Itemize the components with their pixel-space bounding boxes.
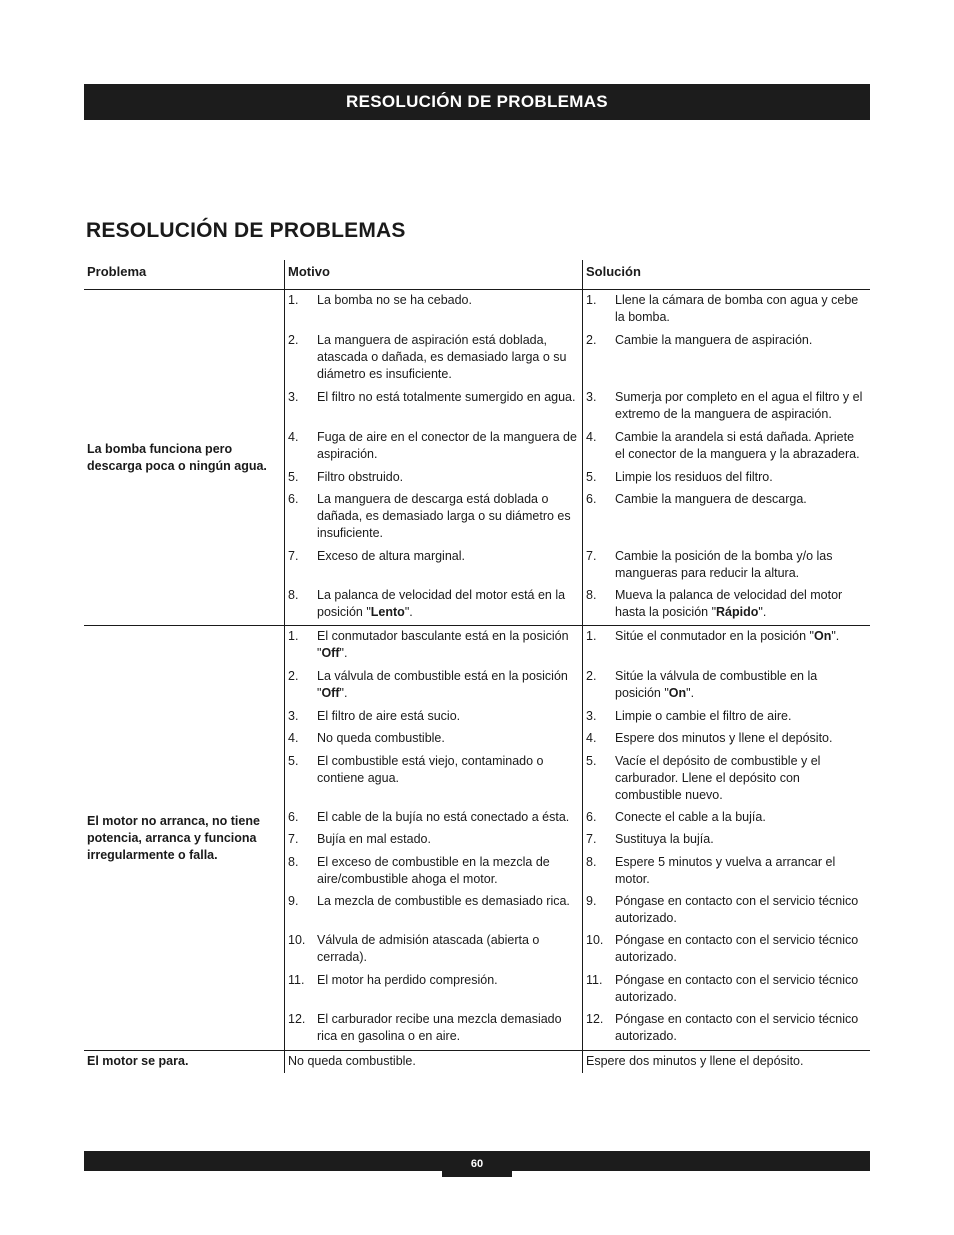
problem-cell xyxy=(84,1051,284,1073)
solucion-item xyxy=(586,1051,866,1073)
solucion-item xyxy=(586,666,866,706)
item-number: 4. xyxy=(586,731,597,745)
solucion-item xyxy=(586,891,866,930)
solucion-item xyxy=(586,585,866,625)
section-header-title: RESOLUCIÓN DE PROBLEMAS xyxy=(346,92,608,111)
item-text: Póngase en contacto con el servicio técnico autorizado. xyxy=(615,933,859,964)
item-number: 6. xyxy=(586,492,597,506)
item-text: Cambie la posición de la bomba y/o las mangueras para reducir la altura. xyxy=(615,549,833,580)
item-number: 12. xyxy=(288,1012,306,1026)
item-text: La palanca de velocidad del motor está en la posición "Lento". xyxy=(317,588,566,619)
problem-text: El motor se para. xyxy=(87,1054,189,1068)
item-text: Mueva la palanca de velocidad del motor hasta la posición "Rápido". xyxy=(615,588,843,619)
item-text: Cambie la arandela si está dañada. Apriete el conector de la manguera y la abrazadera. xyxy=(615,430,860,461)
solucion-cell xyxy=(582,290,870,625)
solucion-item xyxy=(586,546,866,585)
item-text: Espere dos minutos y llene el depósito. xyxy=(586,1054,804,1068)
motivo-item xyxy=(288,387,582,427)
item-number: 7. xyxy=(288,549,299,563)
table-row-group xyxy=(84,1051,870,1073)
item-number: 1. xyxy=(288,629,299,643)
motivo-item xyxy=(288,807,582,829)
item-number: 11. xyxy=(288,973,305,987)
item-text: El filtro de aire está sucio. xyxy=(317,709,461,723)
item-text: Espere 5 minutos y vuelva a arrancar el motor. xyxy=(615,855,836,886)
table-row-group xyxy=(84,626,870,1051)
item-text: Conecte el cable a la bujía. xyxy=(615,810,766,824)
item-number: 5. xyxy=(288,754,299,768)
item-number: 8. xyxy=(288,588,299,602)
problem-cell xyxy=(84,626,284,1050)
item-text: La mezcla de combustible es demasiado rica. xyxy=(317,894,570,908)
item-text: El cable de la bujía no está conectado a ésta. xyxy=(317,810,570,824)
motivo-cell xyxy=(284,290,582,625)
section-header-bar xyxy=(84,84,870,120)
item-text: Sitúe el conmutador en la posición "On". xyxy=(615,629,840,643)
item-number: 8. xyxy=(586,588,597,602)
item-number: 10. xyxy=(288,933,306,947)
motivo-item xyxy=(288,427,582,467)
motivo-item xyxy=(288,970,582,1009)
solucion-item xyxy=(586,626,866,666)
item-number: 3. xyxy=(288,390,299,404)
item-text: El conmutador basculante está en la posición "Off". xyxy=(317,629,569,660)
item-text: Sumerja por completo en el agua el filtro y el extremo de la manguera de aspiración. xyxy=(615,390,863,421)
solucion-item xyxy=(586,930,866,970)
item-number: 8. xyxy=(586,855,597,869)
item-text: El combustible está viejo, contaminado o contiene agua. xyxy=(317,754,544,785)
troubleshooting-table xyxy=(84,260,870,1073)
item-number: 1. xyxy=(586,629,597,643)
item-number: 3. xyxy=(586,390,597,404)
motivo-item xyxy=(288,706,582,728)
item-text: Filtro obstruido. xyxy=(317,470,404,484)
table-body xyxy=(84,290,870,1073)
item-number: 9. xyxy=(586,894,597,908)
solucion-cell xyxy=(582,1051,870,1073)
item-number: 11. xyxy=(586,973,603,987)
item-text: No queda combustible. xyxy=(288,1054,416,1068)
solucion-cell xyxy=(582,626,870,1050)
column-header-motivo: Motivo xyxy=(284,260,582,289)
item-text: La bomba no se ha cebado. xyxy=(317,293,472,307)
motivo-item xyxy=(288,891,582,930)
item-number: 8. xyxy=(288,855,299,869)
column-header-solucion: Solución xyxy=(582,260,868,289)
solucion-item xyxy=(586,1009,866,1050)
solucion-item xyxy=(586,706,866,728)
motivo-item xyxy=(288,585,582,625)
item-number: 12. xyxy=(586,1012,604,1026)
column-header-problem: Problema xyxy=(87,264,147,279)
item-text: Sitúe la válvula de combustible en la posición "On". xyxy=(615,669,818,700)
item-number: 2. xyxy=(288,333,299,347)
motivo-item xyxy=(288,546,582,585)
item-text: Póngase en contacto con el servicio técnico autorizado. xyxy=(615,894,859,925)
item-number: 2. xyxy=(586,333,597,347)
motivo-item xyxy=(288,666,582,706)
item-number: 6. xyxy=(288,492,299,506)
motivo-item xyxy=(288,1009,582,1050)
item-number: 3. xyxy=(586,709,597,723)
solucion-item xyxy=(586,330,866,387)
page-number: 60 xyxy=(470,1158,484,1170)
solucion-item xyxy=(586,427,866,467)
solucion-item xyxy=(586,290,866,330)
item-text: El filtro no está totalmente sumergido en agua. xyxy=(317,390,576,404)
item-text: Cambie la manguera de descarga. xyxy=(615,492,807,506)
item-number: 5. xyxy=(586,470,597,484)
item-text: La manguera de aspiración está doblada, atascada o dañada, es demasiado larga o su diámetro es insuficiente. xyxy=(317,333,567,381)
motivo-item xyxy=(288,626,582,666)
motivo-item xyxy=(288,930,582,970)
item-number: 10. xyxy=(586,933,604,947)
item-text: Exceso de altura marginal. xyxy=(317,549,465,563)
motivo-item xyxy=(288,489,582,546)
motivo-item xyxy=(288,852,582,891)
item-text: Póngase en contacto con el servicio técnico autorizado. xyxy=(615,973,859,1004)
item-text: Sustituya la bujía. xyxy=(615,832,714,846)
item-text: Bujía en mal estado. xyxy=(317,832,431,846)
item-text: Fuga de aire en el conector de la manguera de aspiración. xyxy=(317,430,577,461)
item-number: 7. xyxy=(586,549,597,563)
solucion-item xyxy=(586,489,866,546)
problem-cell xyxy=(84,290,284,625)
solucion-item xyxy=(586,387,866,427)
item-number: 4. xyxy=(586,430,597,444)
page-title: RESOLUCIÓN DE PROBLEMAS xyxy=(86,219,406,242)
motivo-item xyxy=(288,728,582,751)
page-number-tab xyxy=(442,1151,512,1177)
item-number: 4. xyxy=(288,430,299,444)
motivo-cell xyxy=(284,626,582,1050)
item-number: 2. xyxy=(586,669,597,683)
item-number: 9. xyxy=(288,894,299,908)
motivo-item xyxy=(288,290,582,330)
motivo-item xyxy=(288,1051,582,1073)
motivo-item xyxy=(288,751,582,807)
item-number: 6. xyxy=(586,810,597,824)
solucion-item xyxy=(586,807,866,829)
item-text: El carburador recibe una mezcla demasiado rica en gasolina o en aire. xyxy=(317,1012,562,1043)
item-text: El exceso de combustible en la mezcla de aire/combustible ahoga el motor. xyxy=(317,855,550,886)
item-text: Válvula de admisión atascada (abierta o cerrada). xyxy=(317,933,540,964)
item-number: 1. xyxy=(288,293,299,307)
item-number: 5. xyxy=(586,754,597,768)
solucion-item xyxy=(586,467,866,489)
item-text: La válvula de combustible está en la posición "Off". xyxy=(317,669,568,700)
item-text: Limpie o cambie el filtro de aire. xyxy=(615,709,792,723)
solucion-item xyxy=(586,829,866,852)
solucion-item xyxy=(586,970,866,1009)
item-text: Póngase en contacto con el servicio técnico autorizado. xyxy=(615,1012,859,1043)
item-text: Espere dos minutos y llene el depósito. xyxy=(615,731,833,745)
item-number: 4. xyxy=(288,731,299,745)
item-number: 7. xyxy=(586,832,597,846)
table-header-row xyxy=(84,260,870,290)
item-text: La manguera de descarga está doblada o dañada, es demasiado larga o su diámetro es insuficiente. xyxy=(317,492,571,540)
solucion-item xyxy=(586,728,866,751)
solucion-item xyxy=(586,751,866,807)
motivo-item xyxy=(288,467,582,489)
item-text: No queda combustible. xyxy=(317,731,445,745)
item-text: El motor ha perdido compresión. xyxy=(317,973,498,987)
problem-text: El motor no arranca, no tiene potencia, arranca y funciona irregularmente o falla. xyxy=(87,813,260,862)
item-number: 1. xyxy=(586,293,597,307)
item-text: Llene la cámara de bomba con agua y cebe la bomba. xyxy=(615,293,859,324)
item-number: 7. xyxy=(288,832,299,846)
motivo-item xyxy=(288,829,582,852)
item-number: 5. xyxy=(288,470,299,484)
item-number: 2. xyxy=(288,669,299,683)
motivo-item xyxy=(288,330,582,387)
motivo-cell xyxy=(284,1051,582,1073)
solucion-item xyxy=(586,852,866,891)
item-text: Cambie la manguera de aspiración. xyxy=(615,333,813,347)
item-text: Vacíe el depósito de combustible y el carburador. Llene el depósito con combustible nuevo. xyxy=(615,754,821,802)
item-number: 3. xyxy=(288,709,299,723)
item-text: Limpie los residuos del filtro. xyxy=(615,470,773,484)
table-row-group xyxy=(84,290,870,626)
item-number: 6. xyxy=(288,810,299,824)
problem-text: La bomba funciona pero descarga poca o ningún agua. xyxy=(87,441,267,473)
